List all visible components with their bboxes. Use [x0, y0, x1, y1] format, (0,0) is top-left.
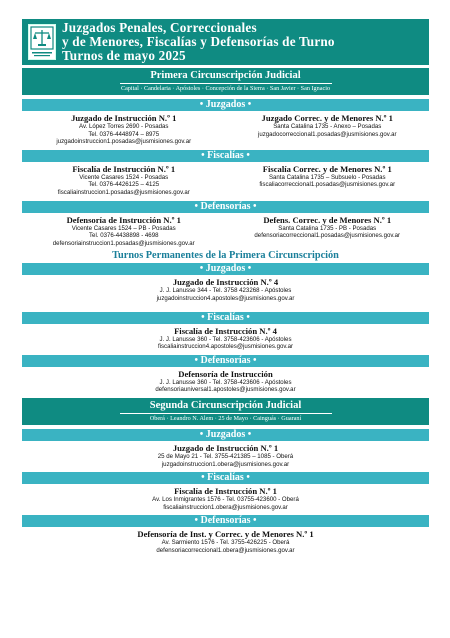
entry-name: Defensoría de Instrucción N.º 1 — [66, 214, 181, 225]
first-circ-subtitle: Capital · Candelaria · Apóstoles · Concepción de la Sierra · San Javier · San Ignacio — [120, 85, 331, 92]
entry-name: Fiscalía Correc. y de Menores N.º 1 — [262, 163, 392, 174]
entry-address: J. J. Lanusse 360 - Tel. 3758-423606 - Apóstoles — [159, 378, 292, 386]
defensoria-correccional-1-posadas — [226, 215, 430, 248]
entry-name: Fiscalía de Instrucción N.º 4 — [174, 325, 277, 336]
entry-name: Defens. Correc. y de Menores N.º 1 — [263, 214, 392, 225]
second-circ-subtitle: Oberá · Leandro N. Alem · 25 de Mayo · Cainguás · Guaraní — [149, 414, 302, 422]
entry-address: Santa Catalina 1735 – Subsuelo - Posadas — [268, 173, 386, 181]
entry-name: Fiscalía de Instrucción N.º 1 — [72, 163, 176, 174]
fiscalia-correccional-1-posadas — [226, 164, 430, 197]
entry-phone: Tel. 0376-4448974 – 8975 — [88, 130, 160, 138]
entry-address: Av. Los Inmigrantes 1576 - Tel. 03755-423600 - Oberá — [152, 496, 299, 504]
flyer — [22, 19, 429, 554]
entry-address: Av. López Torres 2690 - Posadas — [79, 123, 169, 130]
entry-email: defensoriacorreccional1.posadas@jusmisiones.gov.ar — [254, 232, 401, 240]
entry-phone: Tel. 0376-4426125 – 4125 — [88, 181, 160, 189]
entry-name: Juzgado de Instrucción N.º 1 — [172, 442, 279, 453]
fiscalia-instruccion-1-posadas — [22, 164, 226, 197]
section-fiscalias-2: • Fiscalías • — [22, 472, 429, 484]
defensoria-correccional-1-obera — [22, 529, 429, 554]
first-circ-title: Primera Circunscripción Judicial — [150, 70, 301, 81]
entry-phone: Tel. 0376-4438898 - 4698 — [89, 232, 159, 240]
juzgado-correccional-1-posadas — [226, 113, 430, 146]
first-circ-banner — [22, 68, 429, 95]
entry-email: defensoriainstruccion1.posadas@jusmisiones.gov.ar — [52, 239, 195, 247]
fiscalias-1-row — [22, 164, 429, 197]
entry-address: Santa Catalina 1735 - Anexo – Posadas — [273, 123, 382, 130]
section-defensorias-perm: • Defensorías • — [22, 355, 429, 367]
entry-email: juzgadoinstruccion4.apostoles@jusmisiones.gov.ar — [156, 294, 295, 302]
header-title-line3: Turnos de mayo 2025 — [62, 48, 186, 63]
divider — [120, 413, 332, 414]
header-title-line1: Juzgados Penales, Correccionales — [62, 20, 257, 35]
entry-email: juzgadoinstruccion1.obera@jusmisiones.gov.ar — [161, 460, 290, 468]
entry-address: Vicente Casares 1524 – PB - Posadas — [71, 224, 176, 232]
defensoria-instruccion-1-posadas — [22, 215, 226, 248]
entry-email: fiscaliainstruccion1.obera@jusmisiones.gov.ar — [163, 503, 288, 511]
juzgados-1-row — [22, 113, 429, 146]
defensoria-instruccion-apostoles — [22, 369, 429, 394]
entry-email: fiscaliacorreccional1.posadas@jusmisiones.gov.ar — [259, 181, 396, 189]
section-juzgados-perm: • Juzgados • — [22, 263, 429, 275]
divider — [120, 83, 332, 84]
entry-name: Fiscalía de Instrucción N.º 1 — [174, 486, 277, 497]
section-defensorias-1: • Defensorías • — [22, 201, 429, 213]
header-banner — [22, 19, 429, 65]
entry-name: Juzgado de Instrucción N.º 1 — [71, 113, 177, 123]
entry-address: Av. Sarmiento 1576 - Tel. 3755-426225 - Oberá — [161, 539, 290, 547]
entry-name: Juzgado Correc. y de Menores N.º 1 — [261, 113, 393, 123]
defensorias-1-row — [22, 215, 429, 248]
fiscalia-instruccion-4-apostoles — [22, 326, 429, 351]
section-defensorias-2: • Defensorías • — [22, 515, 429, 527]
entry-address: Santa Catalina 1735 - PB - Posadas — [278, 224, 377, 232]
juzgado-instruccion-1-posadas — [22, 113, 226, 146]
entry-name: Juzgado de Instrucción N.º 4 — [172, 277, 279, 288]
entry-email: fiscaliainstruccion1.posadas@jusmisiones.gov.ar — [57, 188, 190, 196]
entry-name: Defensoría de Instrucción — [178, 368, 273, 379]
entry-email: juzgadoinstruccion1.posadas@jusmisiones.gov.ar — [56, 138, 192, 146]
entry-email: defensoriauniversal1.apostoles@jusmisiones.gov.ar — [155, 386, 296, 394]
entry-address: 25 de Mayo 21 - Tel. 3755-421385 – 1085 - Oberá — [157, 452, 294, 460]
header-title-line2: y de Menores, Fiscalías y Defensorías de Turno — [62, 34, 335, 49]
section-fiscalias-perm: • Fiscalías • — [22, 312, 429, 324]
entry-email: defensoriacorreccional1.obera@jusmisiones.gov.ar — [156, 546, 295, 554]
section-juzgados-1: • Juzgados • — [22, 99, 429, 111]
entry-name: Defensoría de Inst. y Correc. y de Menores N.º 1 — [137, 529, 314, 540]
entry-address: J. J. Lanusse 344 - Tel. 3758 423268 - Apóstoles — [159, 287, 292, 295]
section-fiscalias-1: • Fiscalías • — [22, 150, 429, 162]
second-circ-banner — [22, 398, 429, 425]
juzgado-instruccion-4-apostoles — [22, 277, 429, 302]
entry-address: Vicente Casares 1524 - Posadas — [79, 173, 169, 181]
second-circ-title: Segunda Circunscripción Judicial — [149, 399, 302, 411]
section-juzgados-2: • Juzgados • — [22, 429, 429, 441]
juzgado-instruccion-1-obera — [22, 443, 429, 468]
fiscalia-instruccion-1-obera — [22, 486, 429, 511]
header-title — [62, 21, 335, 63]
permanent-turns-title: Turnos Permanentes de la Primera Circunscripción — [112, 250, 339, 262]
entry-email: fiscaliainstruccion4.apostoles@jusmisiones.gov.ar — [157, 343, 294, 351]
entry-address: J. J. Lanusse 360 - Tel. 3758-423606 - Apóstoles — [159, 335, 292, 343]
judiciary-logo — [28, 24, 56, 60]
entry-email: juzgadocorreccional1.posadas@jusmisiones.gov.ar — [257, 130, 397, 138]
